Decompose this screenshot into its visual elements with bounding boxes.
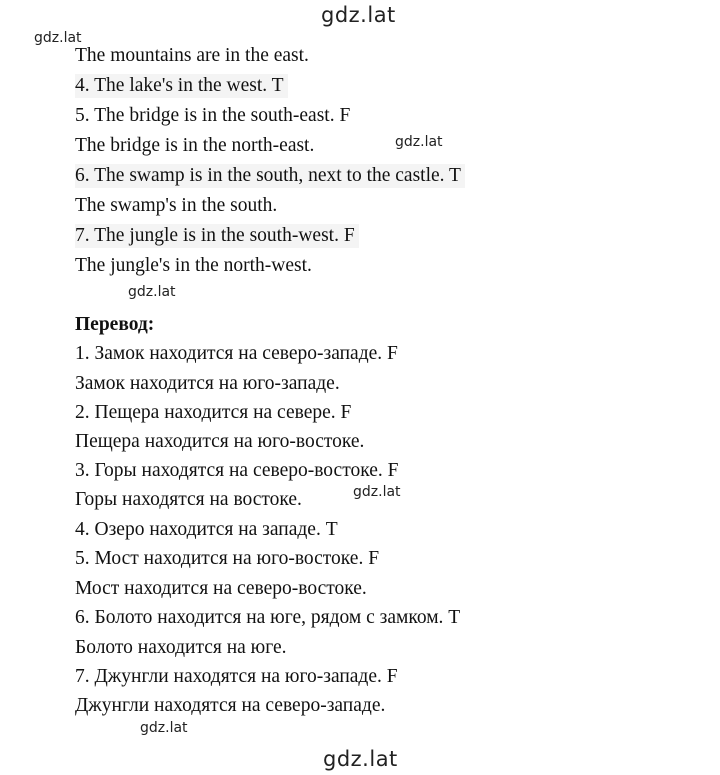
- watermark-bottom: gdz.lat: [323, 747, 398, 771]
- watermark-mid: gdz.lat: [128, 284, 176, 300]
- translation-line: 4. Озеро находится на западе. T: [75, 519, 338, 540]
- translation-line: Болото находится на юге.: [75, 637, 287, 658]
- english-line: 5. The bridge is in the south-east. F: [75, 105, 351, 126]
- watermark-bottom-left: gdz.lat: [140, 720, 188, 736]
- watermark-top-left: gdz.lat: [34, 30, 82, 46]
- translation-line: 1. Замок находится на северо-западе. F: [75, 343, 398, 364]
- translation-line: 6. Болото находится на юге, рядом с замком. T: [75, 607, 461, 628]
- watermark-mid: gdz.lat: [353, 484, 401, 500]
- translation-line: 2. Пещера находится на севере. F: [75, 402, 352, 423]
- english-line: The mountains are in the east.: [75, 45, 309, 66]
- english-line: 4. The lake's in the west. T: [75, 74, 288, 98]
- translation-line: Горы находятся на востоке.: [75, 489, 302, 510]
- english-line: The swamp's in the south.: [75, 195, 278, 216]
- english-line: 6. The swamp is in the south, next to the castle. T: [75, 164, 465, 188]
- translation-line: 7. Джунгли находятся на юго-западе. F: [75, 666, 398, 687]
- translation-line: Пещера находится на юго-востоке.: [75, 431, 365, 452]
- watermark-top: gdz.lat: [321, 3, 396, 27]
- translation-line: Мост находится на северо-востоке.: [75, 578, 367, 599]
- watermark-mid: gdz.lat: [395, 134, 443, 150]
- translation-line: 3. Горы находятся на северо-востоке. F: [75, 460, 399, 481]
- english-line: 7. The jungle is in the south-west. F: [75, 224, 359, 248]
- english-line: The bridge is in the north-east.: [75, 135, 315, 156]
- translation-line: 5. Мост находится на юго-востоке. F: [75, 548, 380, 569]
- translation-line: Джунгли находятся на северо-западе.: [75, 695, 386, 716]
- translation-line: Замок находится на юго-западе.: [75, 373, 340, 394]
- english-line: The jungle's in the north-west.: [75, 255, 312, 276]
- translation-heading: Перевод:: [75, 314, 155, 335]
